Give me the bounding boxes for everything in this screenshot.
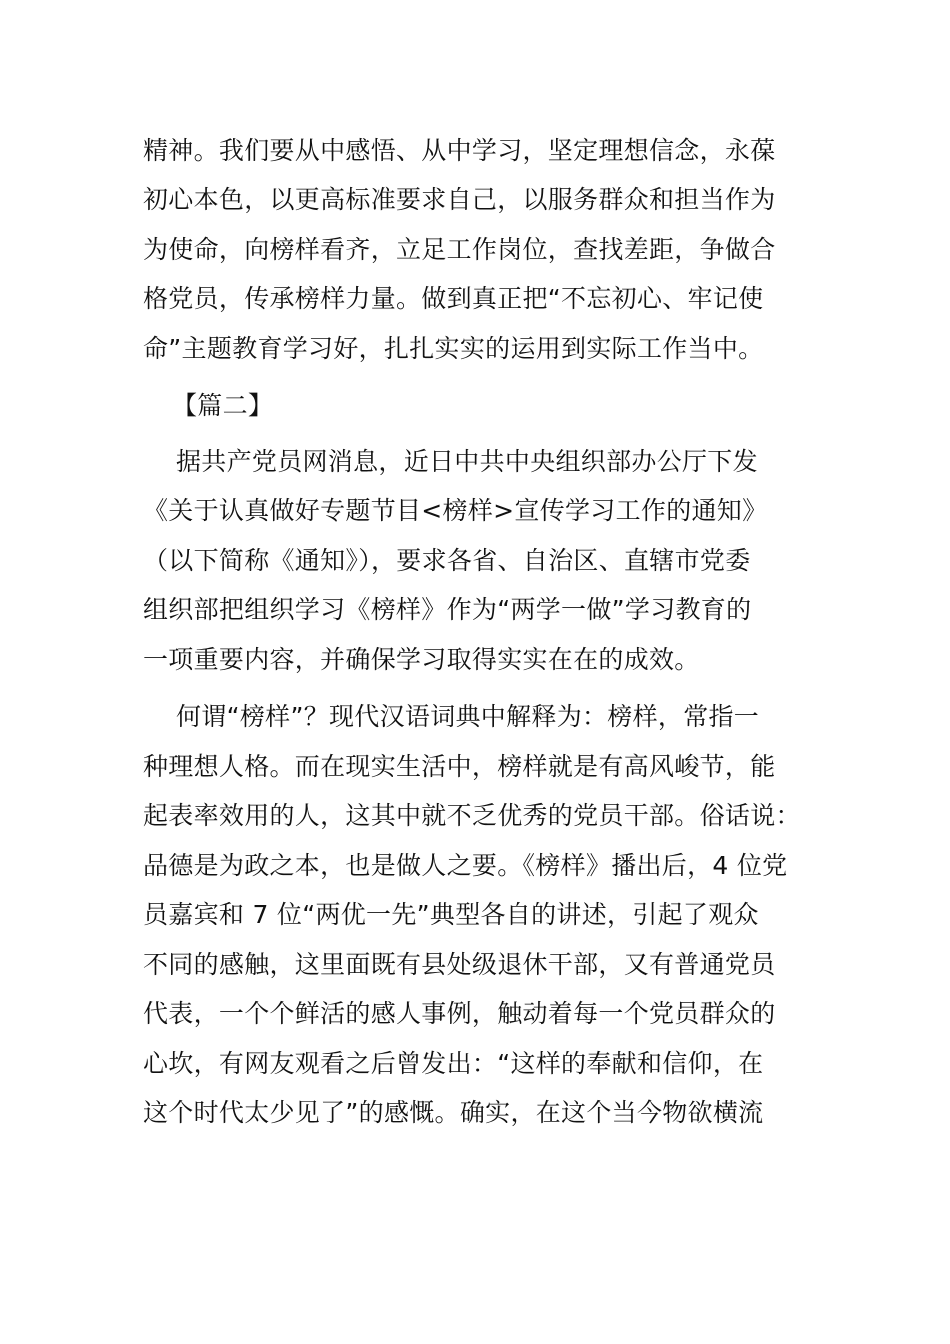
paragraph-1-line-3: （以下简称《通知》），要求各省、自治区、直辖市党委 xyxy=(143,546,751,575)
paragraph-2-line-3: 起表率效用的人，这其中就不乏优秀的党员干部。俗话说： xyxy=(143,801,801,830)
paragraph-1-line-2: 《关于认真做好专题节目<榜样>宣传学习工作的通知》 xyxy=(143,496,768,525)
paragraph-1-line-4: 组织部把组织学习《榜样》作为“两学一做”学习教育的 xyxy=(143,595,752,624)
section-heading: 【篇二】 xyxy=(172,391,274,420)
text-line-5: 命”主题教育学习好，扎扎实实的运用到实际工作当中。 xyxy=(143,334,764,363)
paragraph-2-line-9: 这个时代太少见了”的感慨。确实，在这个当今物欲横流 xyxy=(143,1098,764,1127)
paragraph-2-line-4: 品德是为政之本，也是做人之要。《榜样》播出后，4 位党 xyxy=(143,851,788,880)
paragraph-2-line-5: 员嘉宾和 7 位“两优一先”典型各自的讲述，引起了观众 xyxy=(143,900,759,929)
paragraph-2-line-2: 种理想人格。而在现实生活中，榜样就是有高风峻节，能 xyxy=(143,752,776,781)
paragraph-1-line-1: 据共产党员网消息，近日中共中央组织部办公厅下发 xyxy=(176,447,758,476)
paragraph-2-line-8: 心坎，有网友观看之后曾发出：“这样的奉献和信仰，在 xyxy=(143,1049,764,1078)
paragraph-2-line-7: 代表，一个个鲜活的感人事例，触动着每一个党员群众的 xyxy=(143,999,776,1028)
paragraph-2-line-6: 不同的感触，这里面既有县处级退休干部，又有普通党员 xyxy=(143,950,776,979)
text-line-1: 精神。我们要从中感悟、从中学习，坚定理想信念，永葆 xyxy=(143,136,776,165)
text-line-2: 初心本色，以更高标准要求自己，以服务群众和担当作为 xyxy=(143,185,776,214)
paragraph-2-line-1: 何谓“榜样”？现代汉语词典中解释为：榜样，常指一 xyxy=(176,702,760,731)
paragraph-1-line-5: 一项重要内容，并确保学习取得实实在在的成效。 xyxy=(143,645,700,674)
text-line-4: 格党员，传承榜样力量。做到真正把“不忘初心、牢记使 xyxy=(143,284,764,313)
text-line-3: 为使命，向榜样看齐，立足工作岗位，查找差距，争做合 xyxy=(143,235,776,264)
